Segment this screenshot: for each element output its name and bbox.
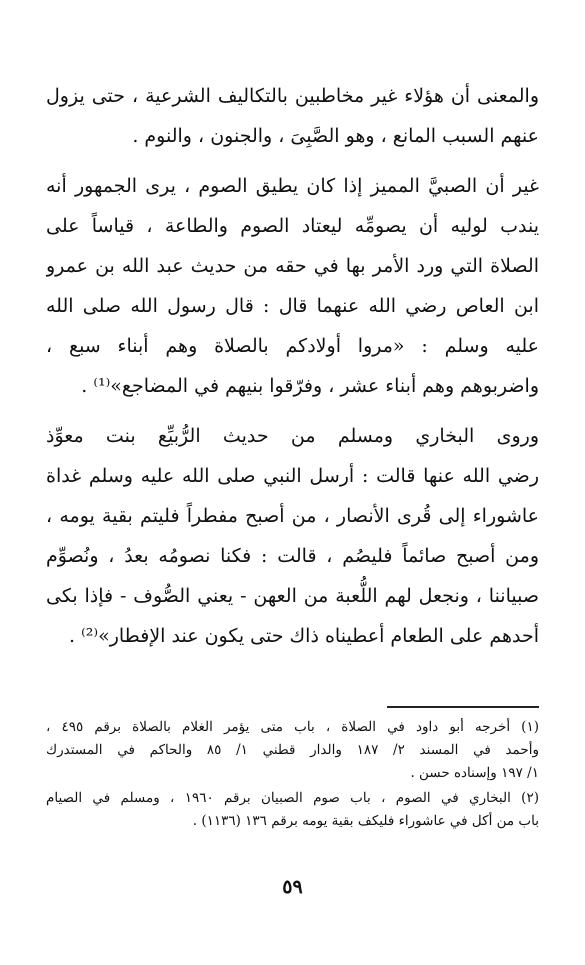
footnote-2	[46, 787, 539, 833]
paragraph-spacer	[46, 156, 539, 166]
paragraph-3	[46, 416, 539, 656]
paragraph-1	[46, 76, 539, 156]
text-line: رضي الله عنها قالت : أرسل النبي صلى الله عليه وسلم غداة	[46, 465, 539, 487]
footnote-1	[46, 716, 539, 785]
page-number: ٥٩	[282, 876, 303, 898]
footnote-line: باب من أكل في عاشوراء فليكف بقية يومه برقم ١٣٦ (١١٣٦) .	[192, 813, 539, 829]
text-line: يندب لوليه أن يصومِّه ليعتاد الصوم والطاعة ، قياساً على	[46, 215, 539, 237]
text-line: ومن أصبح صائماً فليصُم ، قالت : فكنا نصومُه بعدُ ، ونُصوِّم	[46, 545, 539, 567]
footnote-separator	[387, 706, 539, 708]
text-line: غير أن الصبيَّ المميز إذا كان يطيق الصوم ، يرى الجمهور أنه	[46, 175, 539, 197]
text-line: عاشوراء إلى قُرى الأنصار ، من أصبح مفطراً فليتم بقية يومه ،	[46, 505, 539, 527]
paragraph-spacer	[46, 406, 539, 416]
footnotes	[46, 716, 539, 833]
text-line: وروى البخاري ومسلم من حديث الرُّبيِّع بنت معوِّذ	[46, 425, 539, 447]
text-line: أحدهم على الطعام أعطيناه ذاك حتى يكون عند الإفطار»⁽²⁾ .	[69, 625, 539, 647]
text-line: عليه وسلم : «مروا أولادكم بالصلاة وهم أبناء سبع ،	[46, 335, 539, 357]
text-line: عنهم السبب المانع ، وهو الصَّبِىَ ، والجنون ، والنوم .	[132, 125, 539, 147]
text-line: صبياننا ، ونجعل لهم اللُّعبة من العهن - يعني الصُّوف - فإذا بكى	[46, 585, 539, 607]
footnote-line: (١) أخرجه أبو داود في الصلاة ، باب متى يؤمر الغلام بالصلاة برقم ٤٩٥ ،	[46, 719, 539, 735]
footnote-line: (٢) البخاري في الصوم ، باب صوم الصبيان برقم ١٩٦٠ ، ومسلم في الصيام	[46, 790, 539, 806]
text-line: واضربوهم وهم أبناء عشر ، وفرّقوا بنيهم في المضاجع»⁽¹⁾ .	[81, 375, 539, 397]
footnote-line: وأحمد في المسند ٢/ ١٨٧ والدار قطني ١/ ٨٥ والحاكم في المستدرك	[46, 742, 539, 758]
footnote-line: ١/ ١٩٧ وإسناده حسن .	[410, 765, 539, 781]
main-text	[46, 76, 539, 656]
text-line: الصلاة التي ورد الأمر بها في حقه من حديث عبد الله بن عمرو	[46, 255, 539, 277]
paragraph-2	[46, 166, 539, 406]
text-line: والمعنى أن هؤلاء غير مخاطبين بالتكاليف الشرعية ، حتى يزول	[46, 85, 539, 107]
book-page	[46, 76, 539, 965]
text-line: ابن العاص رضي الله عنهما قال : قال رسول الله صلى الله	[46, 295, 539, 317]
